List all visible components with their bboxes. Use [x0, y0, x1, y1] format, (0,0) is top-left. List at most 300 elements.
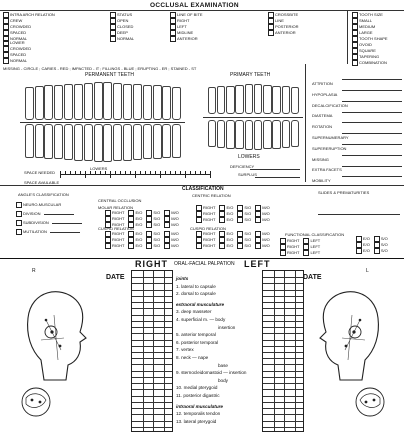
grid-row-line — [132, 377, 172, 378]
space-needed-label: SPACE NEEDED — [24, 170, 56, 175]
ruler-tick — [175, 171, 176, 175]
tooth[interactable] — [263, 120, 272, 149]
grid-row-line — [263, 290, 303, 291]
note-line — [342, 144, 402, 145]
ruler-tick — [130, 171, 131, 175]
palpation-site: 5. anterior temporal — [176, 332, 216, 338]
option-label: LEFT — [310, 250, 321, 256]
checkbox[interactable] — [146, 222, 152, 228]
classification-title: CLASSIFICATION — [182, 186, 224, 192]
grid-row-line — [132, 277, 172, 278]
checkbox[interactable] — [219, 217, 225, 223]
neuro-muscular-option[interactable] — [16, 202, 82, 208]
tooth-size-shape-group — [352, 12, 388, 66]
checkbox[interactable] — [255, 217, 261, 223]
tooth[interactable] — [54, 85, 63, 120]
note-row[interactable] — [312, 72, 402, 86]
crossbite-group — [268, 12, 299, 36]
grid-row-line — [263, 340, 303, 341]
l-letter: L — [366, 268, 369, 274]
grid-row-line — [263, 383, 303, 384]
grid-row-line — [132, 427, 172, 428]
note-row[interactable] — [312, 91, 402, 108]
cuspid-relation-label-2: CUSPID RELATION — [190, 226, 226, 231]
tooth[interactable] — [25, 124, 34, 158]
checkbox[interactable] — [219, 243, 225, 249]
slides-prematurities-label: SLIDES & PREMATURITIES — [318, 190, 370, 195]
check-option[interactable] — [268, 30, 299, 36]
note-line — [342, 101, 402, 102]
note-line — [342, 122, 402, 123]
checkbox[interactable] — [255, 243, 261, 249]
ruler-tick — [110, 171, 111, 178]
grid-row-line — [132, 302, 172, 303]
option-label: DIVISION — [23, 211, 41, 217]
option-label: RIGHT — [287, 244, 300, 250]
lower-arch-group — [3, 40, 31, 64]
option-label: RIGHT — [112, 216, 125, 222]
surplus-line — [255, 177, 300, 178]
grid-row-line — [263, 402, 303, 403]
option-label: RIGHT — [112, 243, 125, 249]
permanent-teeth-label: PERMANENT TEETH — [85, 72, 134, 78]
checkbox[interactable] — [146, 243, 152, 249]
check-label: NORMAL — [117, 36, 135, 42]
checkbox[interactable] — [16, 229, 22, 235]
option-row — [196, 217, 274, 223]
permanent-upper-teeth — [22, 80, 182, 120]
palpation-site: 12. temporalis tendon — [176, 411, 221, 417]
grid-row-line — [132, 296, 172, 297]
palpation-site: 2. dorsal to capsule — [176, 291, 216, 297]
tooth[interactable] — [64, 124, 73, 160]
tooth[interactable] — [226, 120, 235, 149]
option-label: RIGHT — [203, 243, 216, 249]
grid-row-line — [132, 308, 172, 309]
grid-col-line — [143, 271, 144, 431]
option-label: S/O — [244, 205, 252, 211]
ruler-tick — [90, 171, 91, 175]
checkbox[interactable] — [164, 243, 170, 249]
tooth[interactable] — [263, 85, 272, 114]
checkbox[interactable] — [3, 58, 9, 64]
tooth[interactable] — [94, 82, 103, 120]
intra-arch-relation-group — [3, 12, 55, 42]
answer-line — [44, 214, 74, 215]
tooth[interactable] — [217, 120, 226, 148]
grid-row-line — [263, 414, 303, 415]
note-row[interactable] — [312, 104, 402, 119]
check-label: CROSSBITE — [275, 12, 299, 18]
option-label: S/O — [244, 243, 252, 249]
ruler-tick — [95, 171, 96, 175]
grid-row-line — [132, 408, 172, 409]
palpation-title: ORAL-FACIAL PALPATION — [174, 261, 235, 267]
checkbox[interactable] — [105, 222, 111, 228]
option-label: RIGHT — [112, 237, 125, 243]
check-label: CROWDED — [10, 46, 32, 52]
tooth[interactable] — [25, 87, 34, 121]
check-label: ANTERIOR — [177, 36, 198, 42]
check-label: SQUARE — [359, 48, 376, 54]
checkbox[interactable] — [352, 60, 358, 66]
checkbox[interactable] — [237, 217, 243, 223]
dental-notes-list — [312, 72, 402, 184]
grid-col-line — [284, 271, 285, 431]
right-side-label: RIGHT — [135, 259, 168, 269]
note-line — [342, 90, 402, 91]
ruler-tick — [100, 171, 101, 175]
ruler-tick — [180, 171, 181, 175]
grid-col-line — [295, 271, 296, 431]
ruler-tick — [60, 171, 61, 178]
option-row — [196, 243, 274, 249]
angles-options — [16, 198, 82, 235]
palpation-site: 6. posterior temporal — [176, 339, 219, 345]
tooth[interactable] — [84, 83, 93, 120]
option-label: S/O — [153, 237, 161, 243]
functional-classification-label: FUNCTIONAL CLASSIFICATION — [285, 232, 345, 237]
tooth[interactable] — [282, 120, 291, 148]
tooth[interactable] — [226, 86, 235, 115]
answer-line — [52, 223, 82, 224]
tooth[interactable] — [291, 87, 300, 114]
tooth[interactable] — [113, 124, 122, 161]
ruler-tick — [75, 171, 76, 175]
option-label: M/O — [262, 205, 270, 211]
option-label: E/O — [135, 216, 143, 222]
option-label: E/O — [135, 210, 143, 216]
tooth[interactable] — [64, 84, 73, 120]
grid-row-line — [132, 340, 172, 341]
tooth[interactable] — [113, 83, 122, 120]
check-option[interactable] — [352, 60, 388, 66]
tooth[interactable] — [133, 124, 142, 160]
note-row[interactable] — [312, 115, 402, 130]
tooth[interactable] — [103, 124, 112, 162]
grid-row-line — [132, 283, 172, 284]
checkbox[interactable] — [164, 222, 170, 228]
occlusal-plane-line — [20, 122, 185, 123]
division-option[interactable] — [16, 229, 82, 235]
option-label: RIGHT — [287, 250, 300, 256]
tooth[interactable] — [133, 84, 142, 120]
note-label: SUPERNUMERARY — [312, 134, 349, 140]
option-label: E/O — [363, 236, 370, 242]
check-label: SPACED — [10, 30, 27, 36]
functional-options — [280, 238, 324, 256]
tooth[interactable] — [208, 120, 217, 147]
division-option[interactable] — [16, 211, 82, 217]
tooth[interactable] — [74, 84, 83, 121]
ruler-tick — [210, 171, 211, 178]
tooth[interactable] — [282, 86, 291, 114]
checkbox[interactable] — [268, 30, 274, 36]
option-label: S/O — [153, 210, 161, 216]
checkbox[interactable] — [128, 243, 134, 249]
tooth[interactable] — [44, 124, 53, 159]
primary-occlusal-line — [203, 117, 303, 118]
check-label: MIDLINE — [177, 30, 194, 36]
cuspid-relation-label: CUSPID RELATION — [98, 226, 134, 231]
tooth[interactable] — [162, 86, 171, 120]
note-row[interactable] — [312, 83, 402, 97]
ruler-tick — [170, 171, 171, 175]
note-row[interactable] — [312, 169, 402, 184]
option-label: S/O — [244, 237, 252, 243]
permanent-lower-teeth — [22, 124, 182, 164]
tooth[interactable] — [254, 84, 263, 114]
grid-row-line — [132, 389, 172, 390]
cuspid-options — [105, 231, 183, 249]
option-label: S/O — [244, 217, 252, 223]
check-label: POSTERIOR — [275, 24, 299, 30]
right-head-diagram — [6, 280, 106, 430]
tooth[interactable] — [35, 124, 44, 158]
note-line — [342, 133, 402, 134]
tooth[interactable] — [54, 124, 63, 159]
ruler-tick — [140, 171, 141, 175]
check-label: SMALL — [359, 18, 373, 24]
grid-row-line — [132, 346, 172, 347]
option-label: E/O — [135, 231, 143, 237]
grid-row-line — [132, 290, 172, 291]
check-label: TOOTH SIZE — [359, 12, 383, 18]
check-label: LEFT — [177, 24, 187, 30]
surplus-label: SURPLUS — [238, 172, 257, 177]
note-label: MISSING — [312, 156, 329, 162]
ruler-tick — [145, 171, 146, 175]
check-option[interactable] — [170, 36, 203, 42]
ruler-tick — [115, 171, 116, 175]
tooth[interactable] — [35, 86, 44, 120]
grid-row-line — [263, 377, 303, 378]
checkbox[interactable] — [374, 248, 380, 254]
note-row[interactable] — [312, 134, 402, 151]
line-of-bite-group — [170, 12, 203, 42]
ruler-tick — [165, 171, 166, 175]
checkbox[interactable] — [237, 243, 243, 249]
grid-row-line — [132, 371, 172, 372]
tooth[interactable] — [143, 85, 152, 120]
ruler-tick — [80, 171, 81, 175]
grid-row-line — [263, 315, 303, 316]
check-label: STATUS — [117, 12, 133, 18]
option-label: E/O — [363, 248, 370, 254]
check-label: SPACED — [10, 52, 27, 58]
tooth[interactable] — [162, 124, 171, 158]
left-head-diagram — [300, 280, 400, 430]
check-label: CLOSED — [117, 24, 134, 30]
left-date-grid[interactable] — [262, 270, 304, 432]
check-label: CREW — [10, 18, 23, 24]
check-label: LOWER — [10, 40, 25, 46]
option-label: RIGHT — [203, 237, 216, 243]
check-option[interactable] — [110, 36, 134, 42]
left-side-label: LEFT — [244, 259, 271, 269]
tooth[interactable] — [235, 120, 244, 149]
ruler-tick — [160, 171, 161, 178]
option-label: RIGHT — [203, 211, 216, 217]
option-label: RIGHT — [203, 217, 216, 223]
grid-row-line — [263, 396, 303, 397]
angles-classification-label: ANGLE'S CLASSIFICATION — [18, 192, 69, 197]
checkbox[interactable] — [196, 217, 202, 223]
checkbox[interactable] — [105, 243, 111, 249]
centric-relation-label: CENTRIC RELATION — [192, 193, 231, 198]
palpation-rule — [0, 258, 404, 259]
ruler-tick — [70, 171, 71, 175]
note-line — [342, 112, 402, 113]
r-letter: R — [32, 268, 36, 274]
tooth[interactable] — [291, 120, 300, 147]
tooth[interactable] — [208, 87, 217, 114]
tooth[interactable] — [143, 124, 152, 159]
molar-options — [105, 210, 183, 228]
header-rule — [0, 10, 404, 11]
tooth[interactable] — [272, 120, 281, 149]
tooth[interactable] — [123, 84, 132, 121]
check-label: LARGE — [359, 30, 373, 36]
palpation-section-header: extraoral musculature — [176, 301, 224, 307]
option-label: M/O — [171, 237, 179, 243]
note-label: ATTRITION — [312, 81, 333, 86]
option-label: RIGHT — [203, 231, 216, 237]
checkbox[interactable] — [170, 36, 176, 42]
note-row[interactable] — [312, 145, 402, 162]
note-label: HYPOPLASIA — [312, 91, 338, 97]
option-label: M/O — [262, 217, 270, 223]
ruler-tick — [105, 171, 106, 175]
molar-relation-label: MOLAR RELATION — [98, 205, 134, 210]
centric-cuspid-options — [196, 231, 274, 249]
checkbox[interactable] — [16, 220, 22, 226]
grid-col-line — [164, 271, 165, 431]
option-label: M/O — [171, 222, 179, 228]
check-option[interactable] — [3, 58, 31, 64]
grid-row-line — [263, 364, 303, 365]
tooth[interactable] — [74, 124, 83, 161]
note-row[interactable] — [312, 158, 402, 173]
palpation-section-header: intraoral musculature — [176, 403, 223, 409]
note-label: SUPERERUPTION — [312, 145, 347, 151]
option-label: M/O — [262, 237, 270, 243]
tooth[interactable] — [172, 124, 181, 158]
division-option[interactable] — [16, 220, 82, 226]
check-label: RIGHT — [177, 18, 190, 24]
ruler-tick — [135, 171, 136, 178]
note-label: ROTATION — [312, 124, 333, 130]
tooth[interactable] — [153, 124, 162, 159]
tooth[interactable] — [103, 82, 112, 120]
slides-line — [318, 214, 400, 215]
lowers-perm-label: LOWERS — [90, 166, 108, 171]
palpation-site: 3. deep masseter — [176, 309, 212, 315]
right-date-grid[interactable] — [131, 270, 173, 432]
space-ruler — [60, 170, 210, 178]
deficiency-label: DEFICIENCY — [230, 164, 255, 169]
centric-molar-options — [196, 205, 274, 223]
note-label: EXTRA FACETS — [312, 167, 342, 173]
option-label: LEFT — [310, 244, 321, 250]
grid-row-line — [263, 321, 303, 322]
checkbox[interactable] — [128, 222, 134, 228]
ruler-tick — [185, 171, 186, 178]
check-label: NORMAL — [10, 58, 28, 64]
checkbox[interactable] — [280, 250, 286, 256]
palpation-site: 1. lateral to capsule — [176, 283, 216, 289]
note-line — [342, 155, 402, 156]
grid-row-line — [132, 402, 172, 403]
tooth[interactable] — [235, 85, 244, 114]
tooth[interactable] — [84, 124, 93, 161]
tooth[interactable] — [94, 124, 103, 162]
palpation-site: base — [218, 362, 228, 368]
tooth[interactable] — [172, 87, 181, 121]
tooth[interactable] — [245, 84, 254, 114]
tooth[interactable] — [123, 124, 132, 161]
checkbox[interactable] — [196, 243, 202, 249]
check-label: LINE — [275, 18, 284, 24]
option-label: E/O — [135, 237, 143, 243]
option-label: E/O — [135, 243, 143, 249]
option-label: E/O — [135, 222, 143, 228]
checkbox[interactable] — [16, 211, 22, 217]
grid-col-line — [274, 271, 275, 431]
checkbox[interactable] — [303, 250, 309, 256]
palpation-site: body — [218, 377, 228, 383]
grid-row-line — [132, 364, 172, 365]
grid-row-line — [132, 315, 172, 316]
date-label-right: DATE — [106, 274, 125, 281]
option-label: M/O — [171, 231, 179, 237]
option-label: S/O — [380, 248, 388, 254]
tooth[interactable] — [245, 120, 254, 150]
option-label: M/O — [262, 243, 270, 249]
option-label: S/O — [244, 231, 252, 237]
missing-legend: MISSING - CIRCLE ; CARIES - RED ; IMPACTED - IT ; FILLINGS - BLUE ; ERUPTING - ER ; STAINED - ST — [3, 66, 197, 71]
ruler-tick — [85, 171, 86, 178]
central-occlusion-label: CENTRAL OCCLUSION — [98, 198, 142, 203]
grid-row-line — [263, 389, 303, 390]
note-label: DECALCIFICATION — [312, 102, 348, 108]
option-label: M/O — [171, 216, 179, 222]
page-title: OCCLUSAL EXAMINATION — [150, 2, 239, 9]
check-label: NORMAL — [10, 36, 28, 42]
checkbox[interactable] — [356, 248, 362, 254]
check-label: TOOTH SHAPE — [359, 36, 388, 42]
option-label: SUBDIVISION — [23, 220, 49, 226]
checkbox[interactable] — [16, 202, 22, 208]
deficiency-line — [250, 169, 300, 170]
option-label: MUTILATION — [23, 229, 47, 235]
note-line — [342, 176, 402, 177]
option-label: RIGHT — [112, 222, 125, 228]
option-label: S/O — [153, 222, 161, 228]
tooth[interactable] — [153, 85, 162, 120]
checkbox[interactable] — [110, 36, 116, 42]
tooth[interactable] — [272, 86, 281, 115]
ruler-tick — [190, 171, 191, 175]
palpation-site: insertion — [218, 324, 236, 330]
tooth[interactable] — [217, 86, 226, 114]
palpation-section-header: joints — [176, 276, 189, 281]
primary-lower-teeth — [205, 120, 300, 152]
note-row[interactable] — [312, 126, 402, 140]
tooth[interactable] — [254, 120, 263, 150]
option-label: M/O — [262, 211, 270, 217]
tooth[interactable] — [44, 85, 53, 120]
